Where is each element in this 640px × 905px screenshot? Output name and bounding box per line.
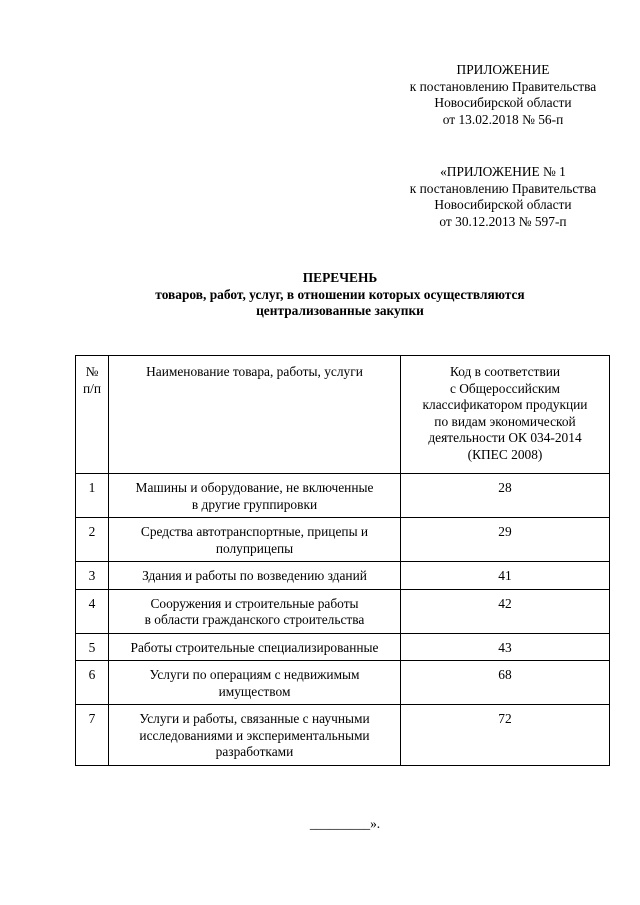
original-annex-header	[380, 164, 626, 230]
table-row	[76, 661, 610, 705]
row-code: 28	[401, 474, 610, 518]
row-number: 6	[76, 661, 109, 705]
table-row	[76, 562, 610, 590]
table-row	[76, 518, 610, 562]
annex-line: Новосибирской области	[434, 95, 572, 110]
annex-line: от 30.12.2013 № 597-п	[439, 213, 567, 229]
row-code: 72	[401, 705, 610, 766]
title-subtitle-line: централизованные закупки	[256, 303, 424, 318]
row-number: 2	[76, 518, 109, 562]
row-code: 42	[401, 589, 610, 633]
row-code: 41	[401, 562, 610, 590]
row-name: Сооружения и строительные работы в области гражданского строительства	[109, 589, 401, 633]
title-subtitle-line: товаров, работ, услуг, в отношении которых осуществляются	[155, 286, 525, 302]
table-row	[76, 633, 610, 661]
row-name: Работы строительные специализированные	[109, 633, 401, 661]
row-number: 4	[76, 589, 109, 633]
annex-line: ПРИЛОЖЕНИЕ	[456, 62, 550, 77]
annex-header	[380, 62, 626, 128]
annex-line: «ПРИЛОЖЕНИЕ № 1	[440, 164, 566, 179]
header-name: Наименование товара, работы, услуги	[109, 356, 401, 474]
row-number: 5	[76, 633, 109, 661]
document-title	[40, 270, 640, 320]
row-number: 1	[76, 474, 109, 518]
row-number: 7	[76, 705, 109, 766]
row-code: 43	[401, 633, 610, 661]
row-name: Услуги и работы, связанные с научными исследованиями и экспериментальными разработками	[109, 705, 401, 766]
row-code: 68	[401, 661, 610, 705]
annex-line: к постановлению Правительства	[409, 78, 597, 94]
row-code: 29	[401, 518, 610, 562]
row-name: Здания и работы по возведению зданий	[109, 562, 401, 590]
header-code: Код в соответствии с Общероссийским классификатором продукции по видам экономической деятельности ОК 034-2014 (КПЕС 2008)	[401, 356, 610, 474]
annex-line: от 13.02.2018 № 56-п	[442, 111, 564, 127]
annex-line: к постановлению Правительства	[409, 180, 597, 196]
table-row	[76, 474, 610, 518]
goods-table	[75, 355, 610, 766]
row-number: 3	[76, 562, 109, 590]
table-header-row	[76, 356, 610, 474]
table-row	[76, 589, 610, 633]
table-row	[76, 705, 610, 766]
row-name: Средства автотранспортные, прицепы и полуприцепы	[109, 518, 401, 562]
row-name: Машины и оборудование, не включенные в другие группировки	[109, 474, 401, 518]
title-heading: ПЕРЕЧЕНЬ	[302, 270, 378, 285]
row-name: Услуги по операциям с недвижимым имуществом	[109, 661, 401, 705]
annex-line: Новосибирской области	[434, 197, 572, 212]
header-number: № п/п	[76, 356, 109, 474]
closing-mark: _________».	[309, 816, 381, 831]
